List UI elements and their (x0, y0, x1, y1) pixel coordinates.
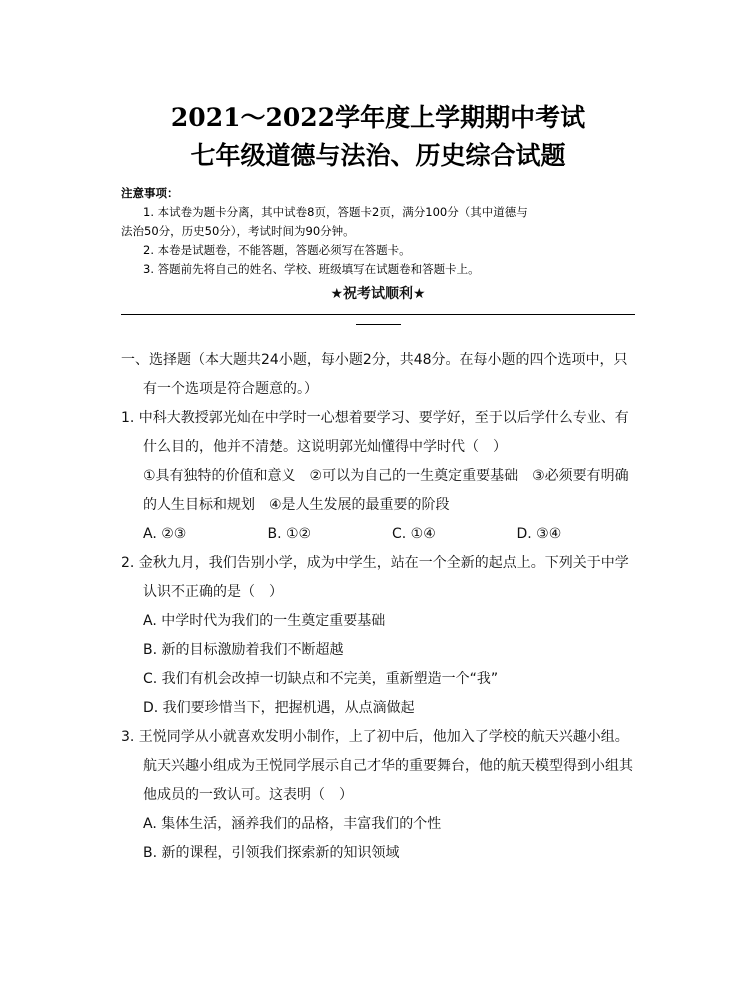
q3-stem-line-1: 3. 王悦同学从小就喜欢发明小制作，上了初中后，他加入了学校的航天兴趣小组。 (121, 729, 629, 745)
notes-block (121, 184, 641, 279)
q1-options (121, 520, 641, 549)
short-divider-line (356, 324, 401, 325)
section-heading-line-1: 一、选择题（本大题共24小题，每小题2分，共48分。在每小题的四个选项中，只 (121, 352, 628, 368)
exam-title-line2: 七年级道德与法治、历史综合试题 (190, 141, 566, 170)
q1-option-c: C. ①④ (392, 526, 436, 542)
blessing-text: ★祝考试顺利★ (330, 286, 426, 302)
q2-option-b: B. 新的目标激励着我们不断超越 (143, 642, 344, 658)
q3-stem-line-2: 航天兴趣小组成为王悦同学展示自己才华的重要舞台，他的航天模型得到小组其 (143, 758, 633, 774)
notes-item-1-line-1: 1. 本试卷为题卡分离，其中试卷8页，答题卡2页，满分100分（其中道德与 (143, 205, 528, 219)
q2-option-d: D. 我们要珍惜当下，把握机遇，从点滴做起 (143, 700, 415, 716)
divider-line (121, 314, 635, 315)
q1-stem-line-2: 什么目的，他并不清楚。这说明郭光灿懂得中学时代（ ） (143, 439, 507, 455)
exam-title-line1: 2021～2022学年度上学期期中考试 (170, 103, 586, 132)
q1-stem-line-1: 1. 中科大教授郭光灿在中学时一心想着要学习、要学好，至于以后学什么专业、有 (121, 410, 629, 426)
q3-stem-line-3: 他成员的一致认可。这表明（ ） (143, 787, 353, 803)
notes-heading: 注意事项： (121, 186, 179, 200)
notes-item-2: 2. 本卷是试题卷，不能答题，答题必须写在答题卡。 (143, 243, 411, 257)
q1-option-d: D. ③④ (516, 526, 562, 542)
notes-item-3: 3. 答题前先将自己的姓名、学校、班级填写在试题卷和答题卡上。 (143, 262, 480, 276)
notes-item-1-line-2: 法治50分，历史50分），考试时间为90分钟。 (121, 224, 355, 238)
q2-option-c: C. 我们有机会改掉一切缺点和不完美，重新塑造一个“我” (143, 671, 499, 687)
section-heading-line-2: 有一个选项是符合题意的。） (143, 381, 318, 397)
q3-option-a: A. 集体生活，涵养我们的品格，丰富我们的个性 (143, 816, 442, 832)
questions-body (121, 346, 641, 868)
q1-option-b: B. ①② (267, 526, 312, 542)
q1-option-a: A. ②③ (143, 526, 187, 542)
q2-stem-line-1: 2. 金秋九月，我们告别小学，成为中学生，站在一个全新的起点上。下列关于中学 (121, 555, 629, 571)
q3-option-b: B. 新的课程，引领我们探索新的知识领域 (143, 845, 400, 861)
q1-sub-line-2: 的人生目标和规划 ④是人生发展的最重要的阶段 (143, 497, 450, 513)
q2-option-a: A. 中学时代为我们的一生奠定重要基础 (143, 613, 386, 629)
q2-stem-line-2: 认识不正确的是（ ） (143, 584, 283, 600)
q1-sub-line-1: ①具有独特的价值和意义 ②可以为自己的一生奠定重要基础 ③必须要有明确 (143, 468, 629, 484)
